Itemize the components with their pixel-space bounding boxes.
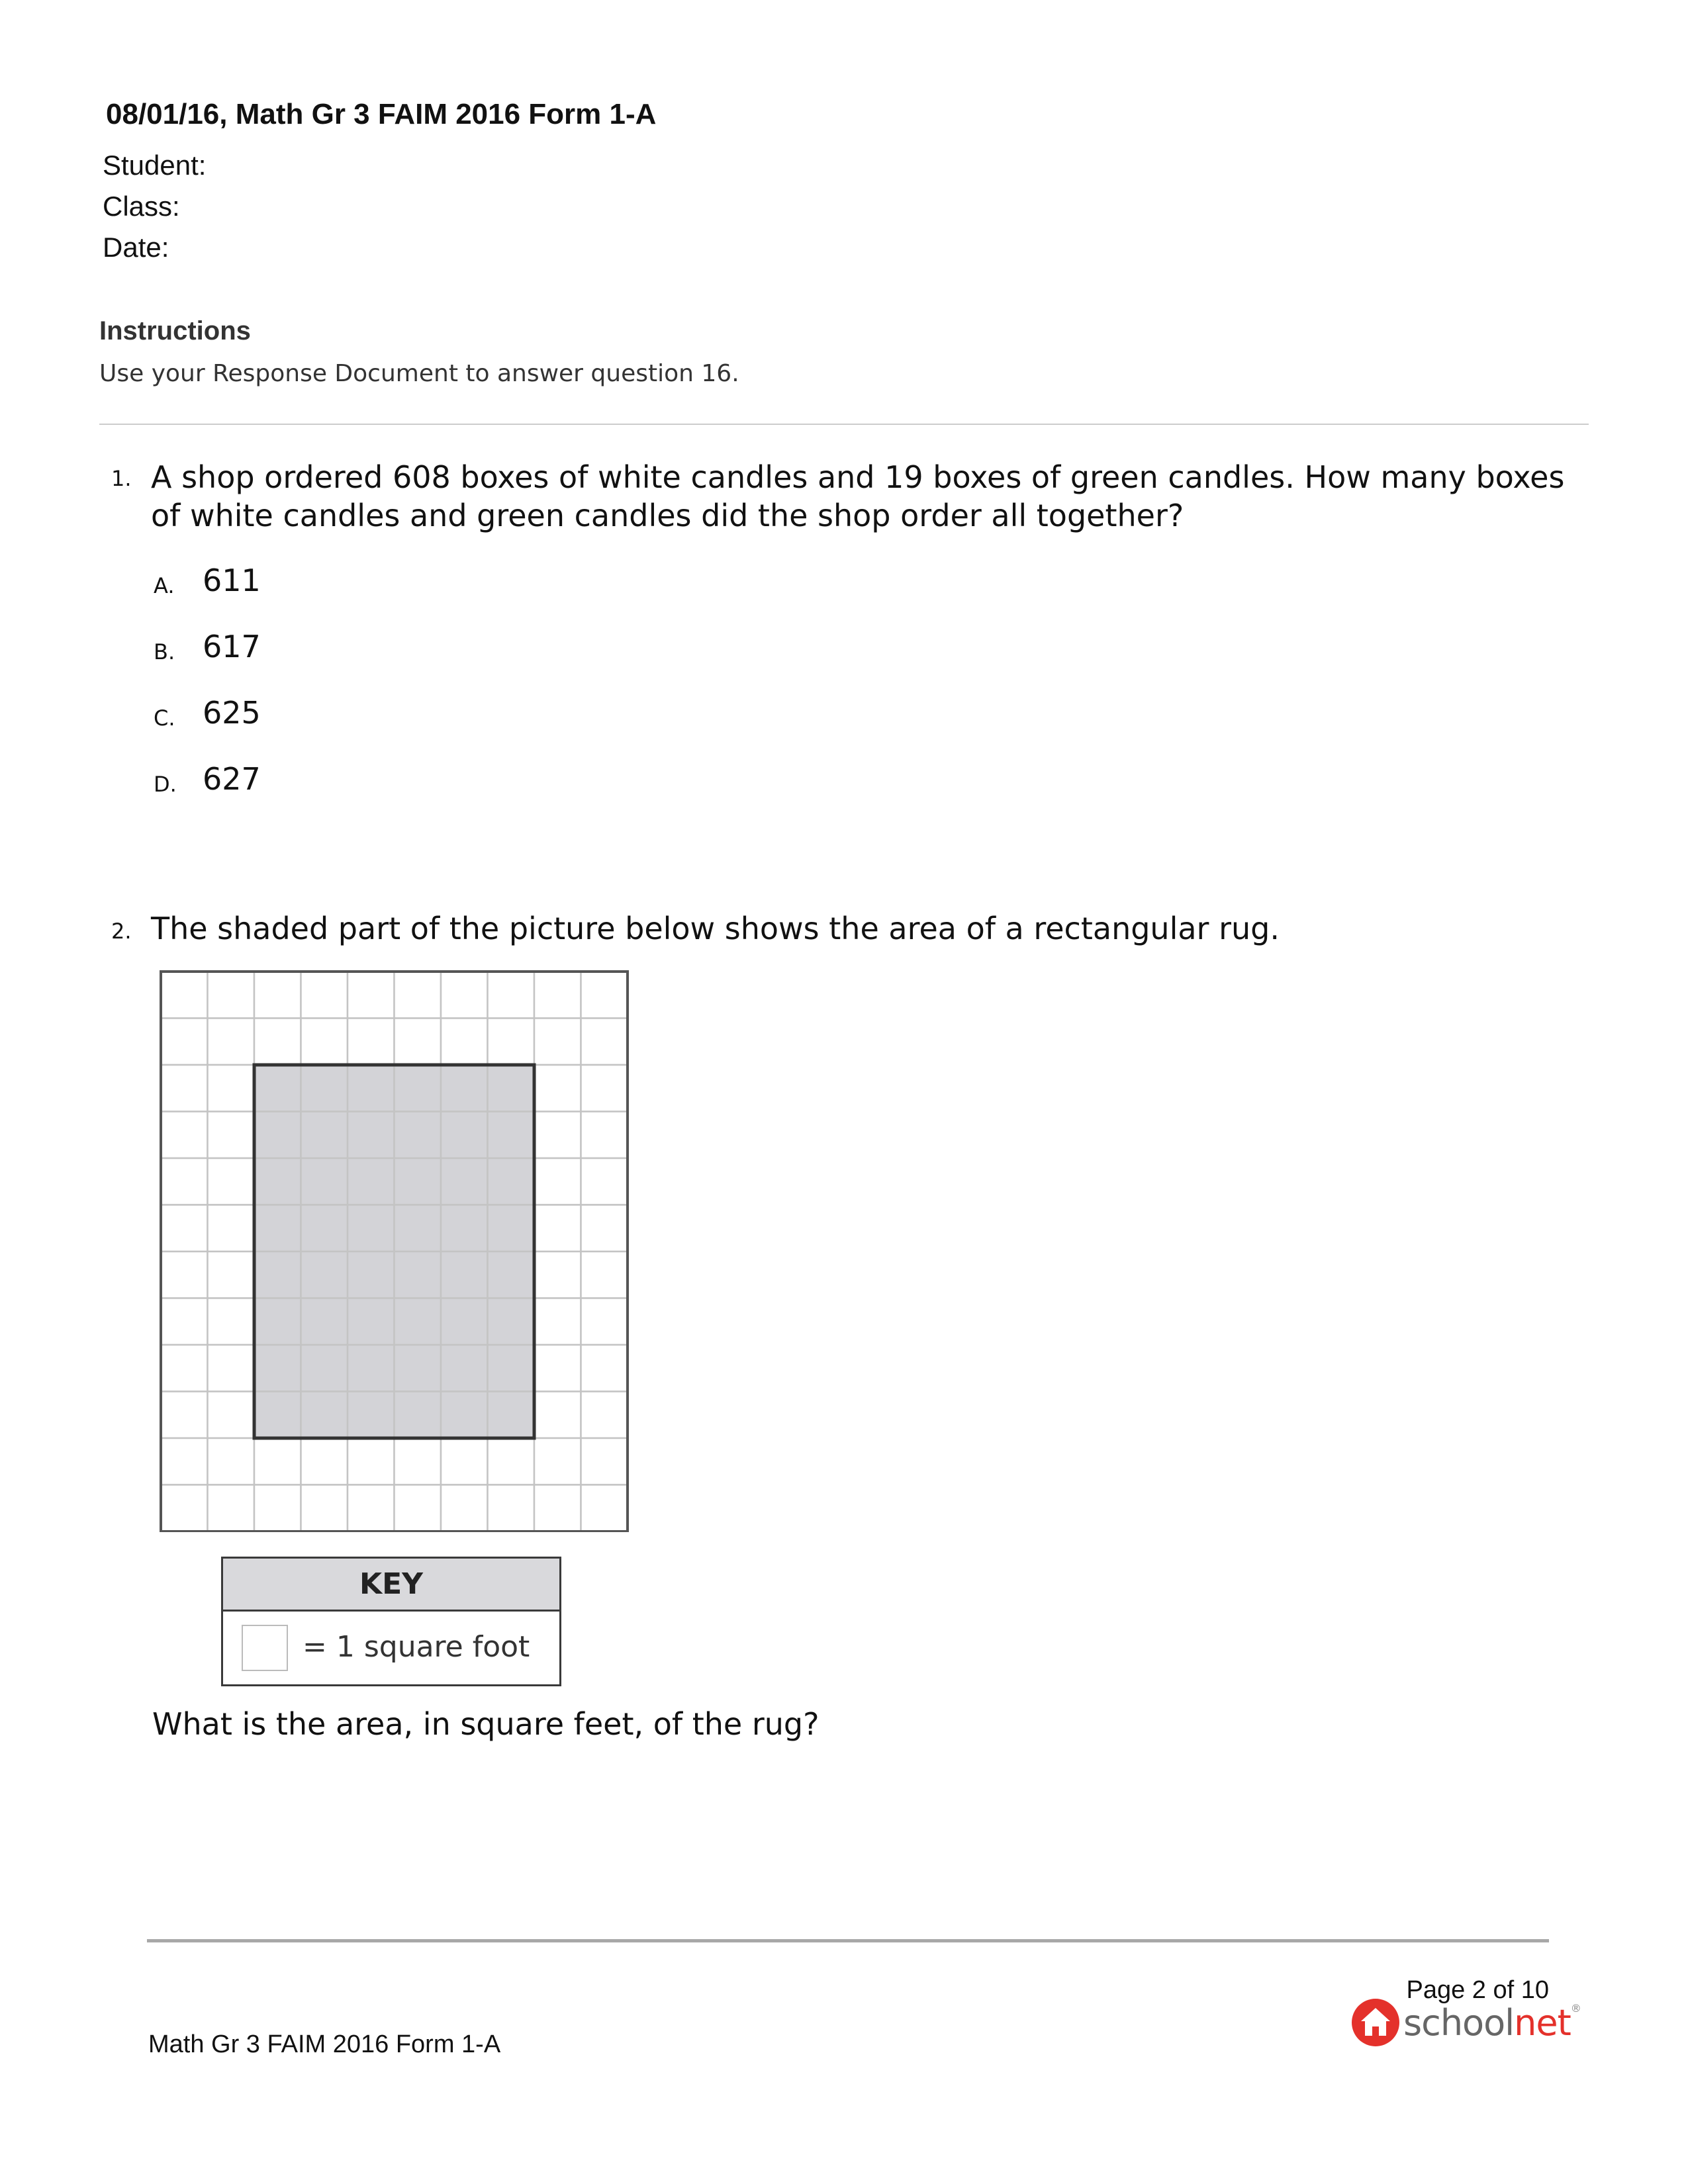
choice-b-value[interactable]: 617 bbox=[203, 629, 261, 664]
shaded-grid-cell bbox=[488, 1205, 535, 1252]
question-1-text-line-1: A shop ordered 608 boxes of white candles and 19 boxes of green candles. How many boxes bbox=[151, 459, 1565, 495]
grid-cell bbox=[581, 1345, 628, 1392]
grid-cell bbox=[301, 1019, 348, 1066]
grid-cell bbox=[208, 1112, 255, 1159]
instructions-heading: Instructions bbox=[99, 316, 251, 345]
grid-cell bbox=[534, 1438, 581, 1485]
shaded-grid-cell bbox=[441, 1345, 488, 1392]
shaded-grid-cell bbox=[441, 1158, 488, 1205]
area-key bbox=[221, 1557, 561, 1686]
shaded-grid-cell bbox=[254, 1345, 301, 1392]
grid-cell bbox=[301, 1485, 348, 1532]
choice-a-value[interactable]: 611 bbox=[203, 563, 261, 598]
shaded-grid-cell bbox=[301, 1251, 348, 1298]
shaded-grid-cell bbox=[441, 1392, 488, 1439]
shaded-grid-cell bbox=[254, 1065, 301, 1112]
date-label: Date: bbox=[103, 232, 169, 263]
grid-cell bbox=[348, 1019, 395, 1066]
grid-cell bbox=[161, 1438, 208, 1485]
shaded-grid-cell bbox=[254, 1251, 301, 1298]
logo-text-net: net bbox=[1514, 2001, 1571, 2044]
grid-cell bbox=[581, 1298, 628, 1345]
shaded-grid-cell bbox=[395, 1112, 442, 1159]
shaded-grid-cell bbox=[488, 1065, 535, 1112]
grid-cell bbox=[581, 1485, 628, 1532]
shaded-grid-cell bbox=[348, 1298, 395, 1345]
shaded-grid-cell bbox=[348, 1112, 395, 1159]
grid-cell bbox=[395, 1019, 442, 1066]
shaded-grid-cell bbox=[301, 1065, 348, 1112]
grid-cell bbox=[581, 1019, 628, 1066]
choice-b-letter: B. bbox=[154, 639, 175, 664]
question-2-text: The shaded part of the picture below shows the area of a rectangular rug. bbox=[151, 911, 1280, 946]
choice-c-letter: C. bbox=[154, 705, 175, 731]
grid-cell bbox=[395, 972, 442, 1019]
grid-cell bbox=[254, 972, 301, 1019]
grid-cell bbox=[161, 1158, 208, 1205]
grid-cell bbox=[534, 1112, 581, 1159]
grid-cell bbox=[161, 1205, 208, 1252]
grid-cell bbox=[534, 1205, 581, 1252]
shaded-grid-cell bbox=[254, 1392, 301, 1439]
grid-cell bbox=[581, 1158, 628, 1205]
shaded-grid-cell bbox=[395, 1205, 442, 1252]
shaded-grid-cell bbox=[395, 1345, 442, 1392]
grid-cell bbox=[161, 1345, 208, 1392]
grid-cell bbox=[534, 1298, 581, 1345]
question-1-number: 1. bbox=[111, 466, 132, 491]
footer-divider bbox=[147, 1939, 1549, 1942]
footer-form-name: Math Gr 3 FAIM 2016 Form 1-A bbox=[148, 2030, 501, 2058]
grid-cell bbox=[161, 972, 208, 1019]
shaded-grid-cell bbox=[254, 1205, 301, 1252]
question-1-text bbox=[151, 458, 1564, 535]
shaded-grid-cell bbox=[348, 1158, 395, 1205]
grid-cell bbox=[534, 1158, 581, 1205]
grid-cell bbox=[208, 1298, 255, 1345]
grid-cell bbox=[441, 1438, 488, 1485]
question-2-followup: What is the area, in square feet, of the rug? bbox=[152, 1706, 820, 1742]
grid-cell bbox=[581, 1392, 628, 1439]
grid-cell bbox=[208, 1438, 255, 1485]
shaded-grid-cell bbox=[348, 1205, 395, 1252]
house-icon bbox=[1350, 1997, 1401, 2048]
grid-cell bbox=[534, 1065, 581, 1112]
logo-text-school: school bbox=[1403, 2001, 1515, 2044]
question-2-number: 2. bbox=[111, 919, 132, 944]
rug-area-grid bbox=[159, 970, 629, 1532]
grid-cell bbox=[581, 1251, 628, 1298]
grid-cell bbox=[534, 1392, 581, 1439]
logo-trademark: ® bbox=[1570, 2001, 1581, 2015]
grid-cell bbox=[161, 1065, 208, 1112]
grid-cell bbox=[161, 1251, 208, 1298]
shaded-grid-cell bbox=[441, 1065, 488, 1112]
grid-cell bbox=[534, 972, 581, 1019]
grid-cell bbox=[348, 972, 395, 1019]
shaded-grid-cell bbox=[395, 1392, 442, 1439]
grid-cell bbox=[161, 1112, 208, 1159]
shaded-grid-cell bbox=[348, 1345, 395, 1392]
shaded-grid-cell bbox=[441, 1298, 488, 1345]
shaded-grid-cell bbox=[254, 1112, 301, 1159]
grid-cell bbox=[208, 1205, 255, 1252]
shaded-grid-cell bbox=[301, 1392, 348, 1439]
grid-cell bbox=[208, 1485, 255, 1532]
key-heading: KEY bbox=[223, 1559, 559, 1612]
shaded-grid-cell bbox=[301, 1205, 348, 1252]
shaded-grid-cell bbox=[348, 1065, 395, 1112]
grid-cell bbox=[395, 1485, 442, 1532]
shaded-grid-cell bbox=[395, 1065, 442, 1112]
grid-cell bbox=[534, 1251, 581, 1298]
grid-cell bbox=[581, 1438, 628, 1485]
shaded-grid-cell bbox=[395, 1158, 442, 1205]
grid-cell bbox=[208, 1345, 255, 1392]
key-label: = 1 square foot bbox=[303, 1630, 530, 1664]
grid-cell bbox=[581, 1112, 628, 1159]
question-1-text-line-2: of white candles and green candles did the shop order all together? bbox=[151, 498, 1184, 533]
shaded-grid-cell bbox=[488, 1251, 535, 1298]
grid-cell bbox=[254, 1485, 301, 1532]
grid-cell bbox=[395, 1438, 442, 1485]
grid-cell bbox=[161, 1019, 208, 1066]
shaded-grid-cell bbox=[488, 1392, 535, 1439]
logo-wordmark bbox=[1403, 2002, 1581, 2044]
shaded-grid-cell bbox=[395, 1298, 442, 1345]
shaded-grid-cell bbox=[488, 1112, 535, 1159]
shaded-grid-cell bbox=[301, 1345, 348, 1392]
grid-cell bbox=[161, 1485, 208, 1532]
grid-cell bbox=[488, 1438, 535, 1485]
choice-c-value[interactable]: 625 bbox=[203, 695, 261, 731]
shaded-grid-cell bbox=[441, 1205, 488, 1252]
grid-cell bbox=[208, 1251, 255, 1298]
shaded-grid-cell bbox=[301, 1112, 348, 1159]
grid-cell bbox=[348, 1438, 395, 1485]
grid-cell bbox=[208, 1158, 255, 1205]
grid-cell bbox=[208, 972, 255, 1019]
grid-cell bbox=[488, 1019, 535, 1066]
student-label: Student: bbox=[103, 150, 207, 181]
grid-cell bbox=[441, 1019, 488, 1066]
header-divider bbox=[99, 424, 1589, 425]
choice-a-letter: A. bbox=[154, 573, 175, 598]
grid-cell bbox=[581, 1065, 628, 1112]
grid-cell bbox=[161, 1298, 208, 1345]
class-label: Class: bbox=[103, 191, 180, 222]
grid-cell bbox=[208, 1019, 255, 1066]
grid-cell bbox=[254, 1019, 301, 1066]
page-number: Page 2 of 10 bbox=[1406, 1976, 1549, 2004]
shaded-grid-cell bbox=[488, 1345, 535, 1392]
grid-cell bbox=[254, 1438, 301, 1485]
grid-cell bbox=[301, 972, 348, 1019]
shaded-grid-cell bbox=[441, 1251, 488, 1298]
grid-cell bbox=[534, 1485, 581, 1532]
grid-cell bbox=[441, 972, 488, 1019]
grid-cell bbox=[208, 1392, 255, 1439]
shaded-grid-cell bbox=[301, 1158, 348, 1205]
grid-cell bbox=[581, 972, 628, 1019]
grid-cell bbox=[208, 1065, 255, 1112]
shaded-grid-cell bbox=[301, 1298, 348, 1345]
instructions-text: Use your Response Document to answer question 16. bbox=[99, 360, 739, 387]
grid-cell bbox=[488, 1485, 535, 1532]
grid-cell bbox=[348, 1485, 395, 1532]
choice-d-letter: D. bbox=[154, 772, 177, 797]
shaded-grid-cell bbox=[488, 1298, 535, 1345]
choice-d-value[interactable]: 627 bbox=[203, 761, 261, 797]
shaded-grid-cell bbox=[254, 1298, 301, 1345]
shaded-grid-cell bbox=[254, 1158, 301, 1205]
shaded-grid-cell bbox=[395, 1251, 442, 1298]
shaded-grid-cell bbox=[348, 1251, 395, 1298]
grid-cell bbox=[488, 972, 535, 1019]
key-unit-square bbox=[242, 1625, 288, 1671]
shaded-grid-cell bbox=[441, 1112, 488, 1159]
page-title: 08/01/16, Math Gr 3 FAIM 2016 Form 1-A bbox=[106, 98, 657, 130]
shaded-grid-cell bbox=[348, 1392, 395, 1439]
grid-cell bbox=[161, 1392, 208, 1439]
schoolnet-logo bbox=[1350, 1997, 1581, 2048]
grid-cell bbox=[534, 1019, 581, 1066]
grid-cell bbox=[581, 1205, 628, 1252]
grid-cell bbox=[534, 1345, 581, 1392]
grid-cell bbox=[301, 1438, 348, 1485]
shaded-grid-cell bbox=[488, 1158, 535, 1205]
grid-cell bbox=[441, 1485, 488, 1532]
